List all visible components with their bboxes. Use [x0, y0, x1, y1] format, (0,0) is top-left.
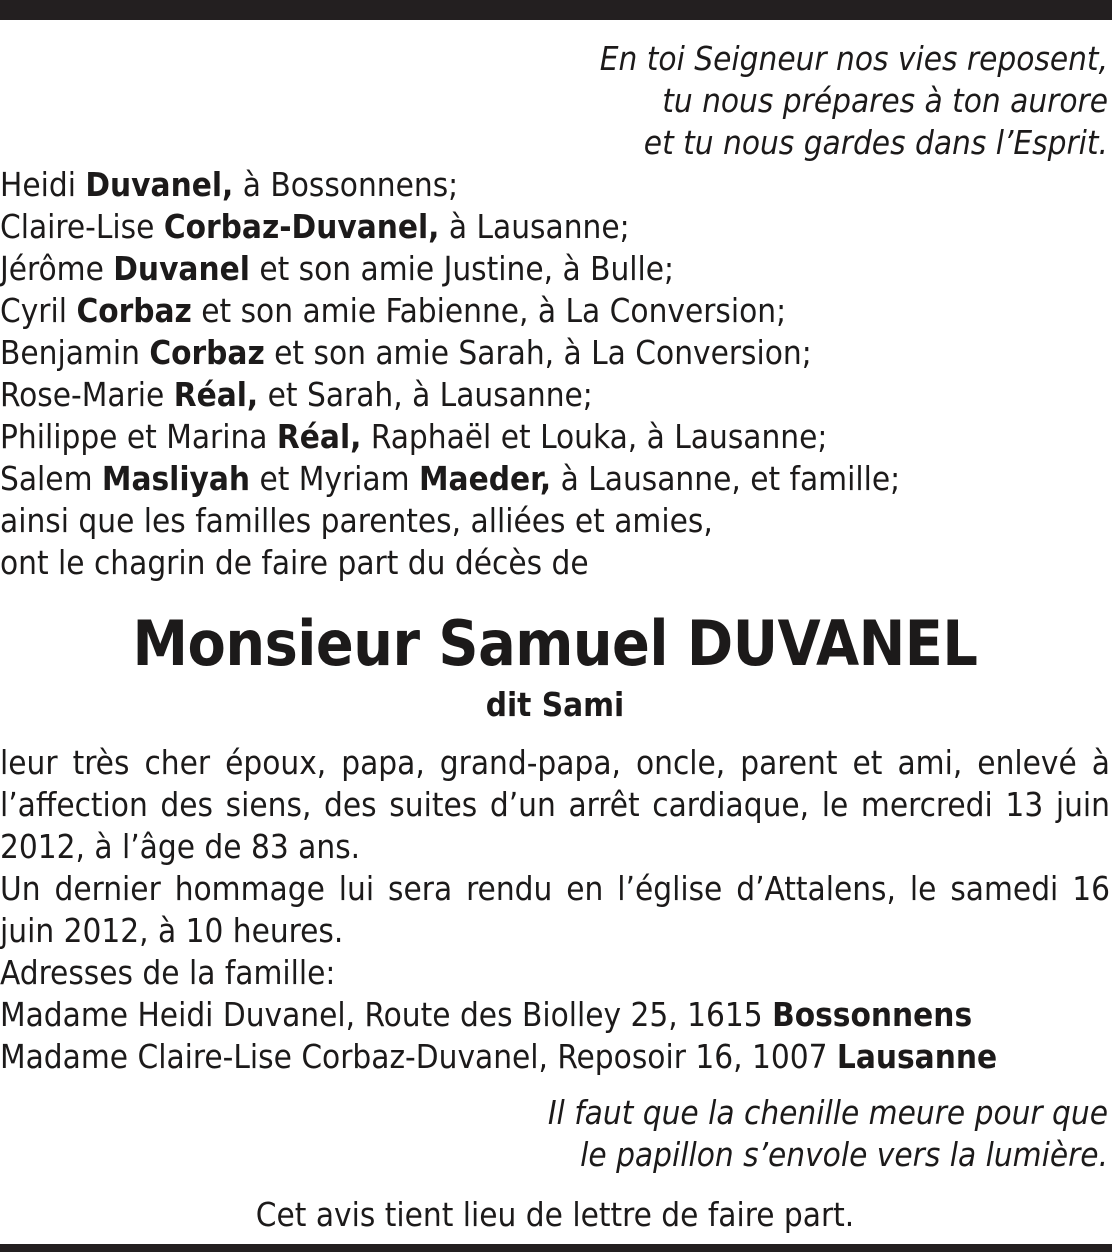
- family-member-surname: Corbaz: [149, 333, 265, 372]
- family-member-surname: Réal,: [276, 417, 362, 456]
- family-member-location: et son amie Sarah, à La Conversion;: [264, 333, 812, 372]
- family-member-firstname: Jérôme: [0, 249, 114, 288]
- family-member: [0, 332, 1110, 374]
- family-member: [0, 416, 1110, 458]
- address-text: Madame Claire-Lise Corbaz-Duvanel, Reposoir 16, 1007: [0, 1037, 837, 1076]
- bottom-rule: [0, 1244, 1112, 1252]
- address-city: Bossonnens: [772, 995, 973, 1034]
- family-member-location: et son amie Justine, à Bulle;: [249, 249, 675, 288]
- family-addresses: [0, 952, 1110, 1078]
- family-member-location: et Sarah, à Lausanne;: [258, 375, 593, 414]
- family-member-surname: Duvanel: [113, 249, 250, 288]
- family-member-firstname: Salem: [0, 459, 102, 498]
- family-member-firstname: Heidi: [0, 165, 86, 204]
- address-line: [0, 994, 1110, 1036]
- family-member: [0, 374, 1110, 416]
- tribute-paragraph: leur très cher époux, papa, grand-papa, oncle, parent et ami, enlevé à l’affection des siens, des suites d’un arrêt cardiaque, le mercredi 13 juin 2012, à l’âge de 83 ans.: [0, 743, 1110, 866]
- address-line: [0, 1036, 1110, 1078]
- family-member-firstname: Cyril: [0, 291, 77, 330]
- family-member-firstname: Benjamin: [0, 333, 150, 372]
- family-member-surname: Maeder,: [418, 459, 552, 498]
- announcement-line: ont le chagrin de faire part du décès de: [0, 543, 589, 582]
- family-member-location: et son amie Fabienne, à La Conversion;: [191, 291, 787, 330]
- verse-line: et tu nous gardes dans l’Esprit.: [643, 123, 1108, 162]
- closing-note: Cet avis tient lieu de lettre de faire part.: [255, 1195, 855, 1234]
- verse-line: le papillon s’envole vers la lumière.: [580, 1135, 1108, 1174]
- family-member-surname: Réal,: [173, 375, 259, 414]
- family-member-surname: Masliyah: [101, 459, 251, 498]
- verse-line: En toi Seigneur nos vies reposent,: [599, 39, 1108, 78]
- addresses-heading: Adresses de la famille:: [0, 953, 336, 992]
- family-member-surname: Corbaz-Duvanel,: [163, 207, 440, 246]
- family-member-location: Raphaël et Louka, à Lausanne;: [361, 417, 828, 456]
- family-member-firstname: Claire-Lise: [0, 207, 164, 246]
- address-city: Lausanne: [836, 1037, 998, 1076]
- family-member: [0, 206, 1110, 248]
- family-member-connector: et Myriam: [250, 459, 419, 498]
- top-rule: [0, 0, 1112, 20]
- family-extended-line: ainsi que les familles parentes, alliées et amies,: [0, 501, 713, 540]
- ceremony-paragraph: Un dernier hommage lui sera rendu en l’église d’Attalens, le samedi 16 juin 2012, à 10 heures.: [0, 869, 1110, 950]
- family-member: [0, 458, 1110, 500]
- verse-line: Il faut que la chenille meure pour que: [547, 1093, 1108, 1132]
- family-member-location: à Bossonnens;: [233, 165, 459, 204]
- family-list: [0, 164, 1110, 584]
- family-member: [0, 248, 1110, 290]
- family-member-location: à Lausanne, et famille;: [551, 459, 901, 498]
- closing-verse: [0, 1092, 1110, 1176]
- family-member-surname: Duvanel,: [85, 165, 234, 204]
- family-member: [0, 164, 1110, 206]
- family-member-location: à Lausanne;: [439, 207, 630, 246]
- verse-line: tu nous prépares à ton aurore: [662, 81, 1108, 120]
- address-text: Madame Heidi Duvanel, Route des Biolley 25, 1615: [0, 995, 773, 1034]
- deceased-name: Monsieur Samuel DUVANEL: [132, 607, 978, 680]
- deceased-nickname: dit Sami: [485, 685, 625, 724]
- family-member: [0, 290, 1110, 332]
- opening-verse: [0, 38, 1110, 164]
- family-member-firstname: Rose-Marie: [0, 375, 174, 414]
- family-member-surname: Corbaz: [76, 291, 192, 330]
- family-member-firstname: Philippe et Marina: [0, 417, 277, 456]
- obituary-notice: [0, 38, 1110, 1236]
